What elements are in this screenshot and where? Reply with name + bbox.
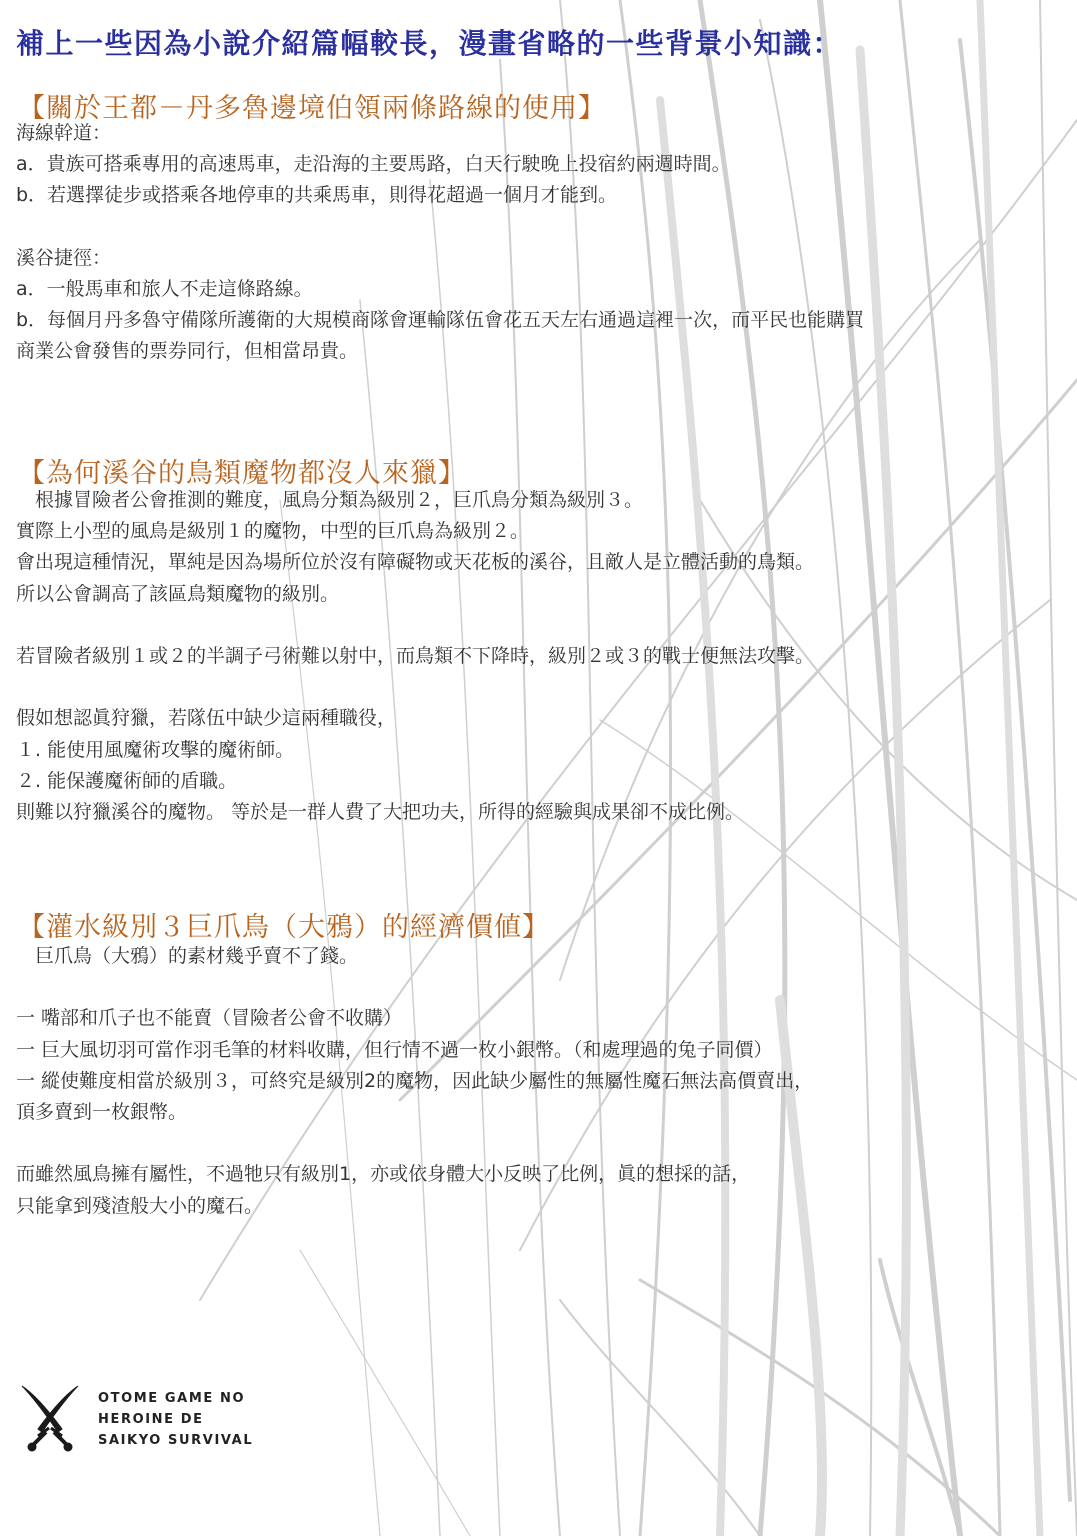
text-line: b．若選擇徒步或搭乘各地停車的共乘馬車，則得花超過一個月才能到。 bbox=[16, 184, 618, 207]
text-line: 巨爪鳥（大鴉）的素材幾乎賣不了錢。 bbox=[16, 945, 359, 967]
text-line: 根據冒險者公會推測的難度，風鳥分類為級別２，巨爪鳥分類為級別３。 bbox=[16, 489, 644, 511]
text-line: １. 能使用風魔術攻擊的魔術師。 bbox=[16, 738, 295, 761]
text-line: 商業公會發售的票券同行，但相當昂貴。 bbox=[16, 340, 359, 363]
logo-line: OTOME GAME NO bbox=[98, 1391, 246, 1406]
blank-line bbox=[16, 610, 1056, 641]
section-body-economic-value bbox=[16, 941, 1056, 1222]
text-line: 頂多賣到一枚銀幣。 bbox=[16, 1100, 188, 1123]
text-line: 實際上小型的風鳥是級別１的魔物，中型的巨爪鳥為級別２。 bbox=[16, 520, 530, 543]
text-line: 一 縱使難度相當於級別３，可終究是級別2的魔物，因此缺少屬性的無屬性魔石無法高價賣出， bbox=[16, 1069, 814, 1092]
logo-line: HEROINE DE bbox=[98, 1412, 204, 1427]
text-line: 一 嘴部和爪子也不能賣（冒險者公會不收購） bbox=[16, 1007, 403, 1030]
text-line: 所以公會調高了該區鳥類魔物的級別。 bbox=[16, 582, 340, 605]
text-line: 而雖然風鳥擁有屬性，不過牠只有級別1，亦或依身體大小反映了比例，眞的想採的話， bbox=[16, 1163, 751, 1186]
blank-line bbox=[16, 1128, 1056, 1159]
text-line: ２. 能保護魔術師的盾職。 bbox=[16, 769, 238, 792]
blank-line bbox=[16, 212, 1056, 243]
text-line: 只能拿到殘渣般大小的魔石。 bbox=[16, 1194, 264, 1217]
logo-text bbox=[98, 1388, 253, 1451]
text-line: 假如想認眞狩獵，若隊伍中缺少這兩種職役， bbox=[16, 707, 397, 730]
text-line: 海線幹道： bbox=[16, 122, 112, 144]
logo-line: SAIKYO SURVIVAL bbox=[98, 1433, 254, 1448]
section-heading-bird-monsters: 【為何溪谷的鳥類魔物都沒人來獵】 bbox=[18, 458, 466, 489]
blank-line bbox=[16, 672, 1056, 703]
text-line: 溪谷捷徑： bbox=[16, 246, 112, 269]
series-logo bbox=[18, 1380, 288, 1460]
text-line: a．貴族可搭乘專用的高速馬車，走沿海的主要馬路，白天行駛晚上投宿約兩週時間。 bbox=[16, 153, 731, 176]
section-body-bird-monsters bbox=[16, 485, 1056, 828]
text-line: b．每個月丹多魯守備隊所護衛的大規模商隊會運輸隊伍會花五天左右通過這裡一次，而平民也能購買 bbox=[16, 309, 865, 332]
section-heading-economic-value: 【灌水級別３巨爪鳥（大鴉）的經濟價値】 bbox=[18, 912, 550, 943]
text-line: 則難以狩獵溪谷的魔物。 等於是一群人費了大把功夫，所得的經驗與成果卻不成比例。 bbox=[16, 800, 745, 823]
text-line: a．一般馬車和旅人不走這條路線。 bbox=[16, 277, 313, 300]
text-line: 一 巨大風切羽可當作羽毛筆的材料收購，但行情不過一枚小銀幣。（和處理過的兔子同價） bbox=[16, 1038, 773, 1061]
text-line: 若冒險者級別１或２的半調子弓術難以射中，而鳥類不下降時，級別２或３的戰士便無法攻擊。 bbox=[16, 644, 815, 667]
blank-line bbox=[16, 972, 1056, 1003]
section-heading-routes: 【關於王都－丹多魯邊境伯領兩條路線的使用】 bbox=[18, 93, 606, 124]
crossed-swords-icon bbox=[18, 1382, 82, 1458]
page-title: 補上一些因為小說介紹篇幅較長，漫畫省略的一些背景小知識： bbox=[16, 27, 843, 60]
section-body-routes bbox=[16, 118, 1056, 368]
text-line: 會出現這種情況，單純是因為場所位於沒有障礙物或天花板的溪谷，且敵人是立體活動的鳥類。 bbox=[16, 551, 815, 574]
